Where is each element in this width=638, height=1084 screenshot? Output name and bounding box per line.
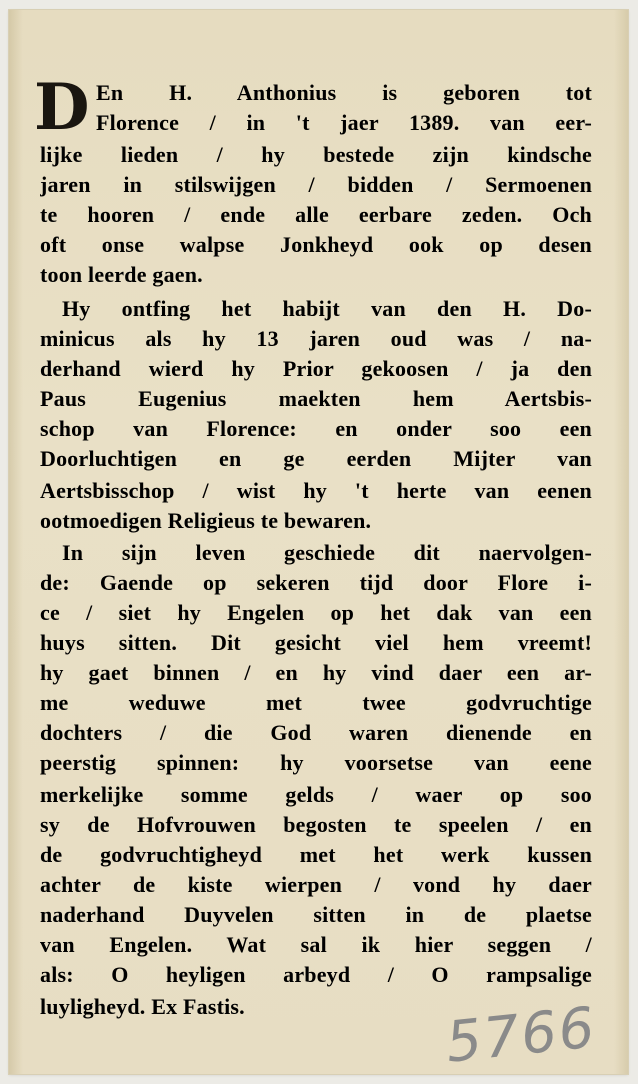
text-line: dochters / die God waren dienende en <box>40 720 592 745</box>
text-line: derhand wierd hy Prior gekoosen / ja den <box>40 356 592 381</box>
text-line: achter de kiste wierpen / vond hy daer <box>40 872 592 897</box>
handwritten-number: 5766 <box>442 995 600 1076</box>
text-line: me weduwe met twee godvruchtige <box>40 690 592 715</box>
text-line: van Engelen. Wat sal ik hier seggen / <box>40 932 592 957</box>
text-line: En H. Anthonius is geboren tot <box>96 80 592 105</box>
text-line: als: O heyligen arbeyd / O rampsalige <box>40 962 592 987</box>
text-line: minicus als hy 13 jaren oud was / na- <box>40 326 592 351</box>
text-line: ootmoedigen Religieus te bewaren. <box>40 508 372 533</box>
text-line: In sijn leven geschiede dit naervolgen- <box>62 540 592 565</box>
text-line: lijke lieden / hy bestede zijn kindsche <box>40 142 592 167</box>
text-line: luyligheyd. Ex Fastis. <box>40 994 245 1019</box>
text-line: huys sitten. Dit gesicht viel hem vreemt! <box>40 630 592 655</box>
text-line: schop van Florence: en onder soo een <box>40 416 592 441</box>
text-line: Doorluchtigen en ge eerden Mijter van <box>40 446 592 471</box>
drop-cap: D <box>34 70 90 145</box>
text-line: de godvruchtigheyd met het werk kussen <box>40 842 592 867</box>
text-line: naderhand Duyvelen sitten in de plaetse <box>40 902 592 927</box>
text-line: te hooren / ende alle eerbare zeden. Och <box>40 202 592 227</box>
text-line: toon leerde gaen. <box>40 262 203 287</box>
text-line: ce / siet hy Engelen op het dak van een <box>40 600 592 625</box>
text-line: sy de Hofvrouwen begosten te speelen / en <box>40 812 592 837</box>
text-line: Hy ontfing het habijt van den H. Do- <box>62 296 592 321</box>
paper-edge-right <box>614 10 628 1074</box>
text-line: Florence / in 't jaer 1389. van eer- <box>96 110 592 135</box>
paper-edge-left <box>9 10 23 1074</box>
text-line: jaren in stilswijgen / bidden / Sermoenen <box>40 172 592 197</box>
text-line: de: Gaende op sekeren tijd door Flore i- <box>40 570 592 595</box>
text-line: Aertsbisschop / wist hy 't herte van eenen <box>40 478 592 503</box>
text-line: Paus Eugenius maekten hem Aertsbis- <box>40 386 592 411</box>
text-line: peerstig spinnen: hy voorsetse van eene <box>40 750 592 775</box>
text-line: hy gaet binnen / en hy vind daer een ar- <box>40 660 592 685</box>
text-line: merkelijke somme gelds / waer op soo <box>40 782 592 807</box>
text-line: oft onse walpse Jonkheyd ook op desen <box>40 232 592 257</box>
